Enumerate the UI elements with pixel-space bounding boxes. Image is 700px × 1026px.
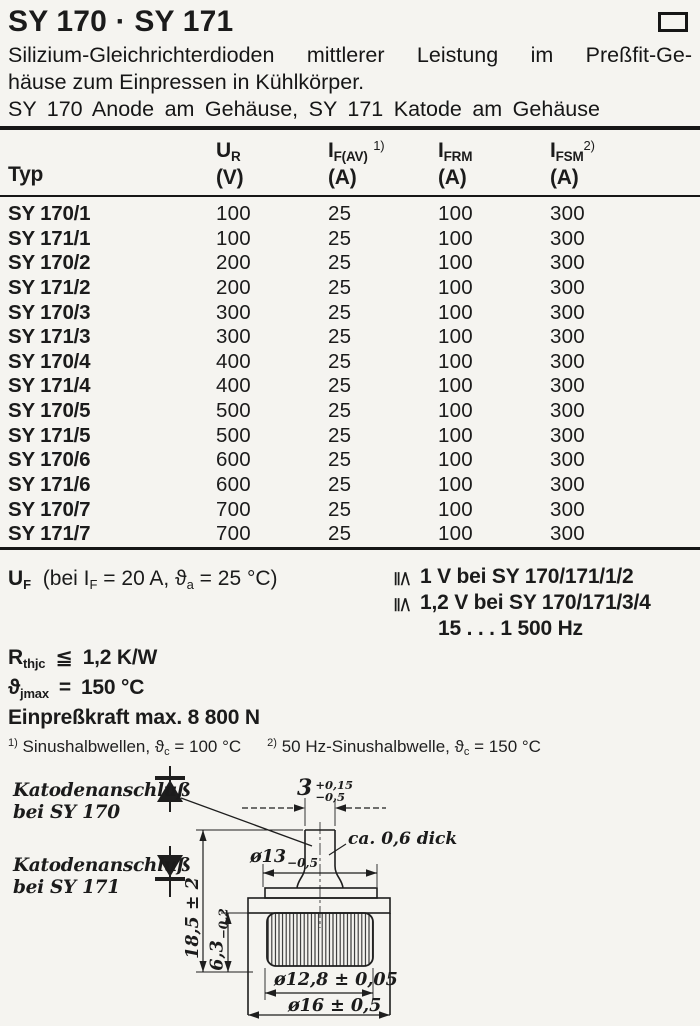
cell-ifsm: 300 [550,300,585,324]
cell-ifrm: 100 [438,399,473,423]
cell-ifsm: 300 [550,275,585,299]
cell-ifsm: 300 [550,349,585,373]
leader-thickness [329,844,346,855]
dim-label-d16: ø16 ± 0,5 [288,996,382,1016]
rth-line: $R_{thjc}$ ≦ 1,2 K/W [8,646,158,671]
cell-typ: SY 170/4 [8,349,91,373]
cell-ifav: 25 [328,251,352,275]
table-row [0,448,700,473]
cell-ur: 100 [216,202,251,225]
cell-ifav: 25 [328,423,352,447]
cell-ifsm: 300 [550,251,585,275]
dim-label-tab-width: 3 +0,15 −0,5 [297,775,353,804]
cell-ifrm: 100 [438,202,473,225]
press-force-line: Einpreßkraft max. 8 800 N [8,706,260,729]
cell-ur: 700 [216,497,251,521]
table-row [0,498,700,523]
cell-ifav: 25 [328,374,352,398]
cell-ifrm: 100 [438,325,473,349]
divider-table-bottom [0,547,700,550]
intro-line-3: SY 170 Anode am Gehäuse, SY 171 Katode am Gehäuse [8,97,600,121]
cell-ifrm: 100 [438,473,473,497]
table-row [0,424,700,449]
cell-ur: 100 [216,226,251,250]
table-row [0,276,700,301]
table-row [0,374,700,399]
cell-ifsm: 300 [550,226,585,250]
cell-ifsm: 300 [550,423,585,447]
cell-ifav: 25 [328,448,352,472]
cell-ifrm: 100 [438,522,473,546]
uf-lte-sign-2: ≦ [391,595,415,614]
cell-typ: SY 171/4 [8,374,91,398]
cell-ifav: 25 [328,473,352,497]
divider-table-top [0,126,700,130]
ratings-table-body [0,202,700,547]
cell-ur: 200 [216,251,251,275]
cell-typ: SY 170/7 [8,497,91,521]
table-row [0,350,700,375]
cell-ifav: 25 [328,226,352,250]
cell-ifav: 25 [328,349,352,373]
cell-ifrm: 100 [438,251,473,275]
cell-ifav: 25 [328,300,352,324]
cell-ifrm: 100 [438,423,473,447]
cell-typ: SY 170/2 [8,251,91,275]
divider-header [0,195,700,197]
cell-ifsm: 300 [550,522,585,546]
page-corner-icon [658,12,688,32]
label-cathode-sy171: Katodenanschluß bei SY 171 [13,855,191,898]
cell-ur: 300 [216,325,251,349]
dim-label-d128: ø12,8 ± 0,05 [274,970,398,990]
table-row [0,301,700,326]
dim-label-thickness: ca. 0,6 dick [348,829,458,849]
cell-ur: 200 [216,275,251,299]
cell-ifrm: 100 [438,275,473,299]
cell-ifsm: 300 [550,325,585,349]
cell-ur: 400 [216,349,251,373]
cell-ifav: 25 [328,325,352,349]
table-row [0,522,700,547]
cell-ifrm: 100 [438,349,473,373]
table-row [0,325,700,350]
cell-ifrm: 100 [438,374,473,398]
col-header-ifrm: $I_{FRM}$ (A) [438,139,473,189]
cell-ifsm: 300 [550,202,585,225]
uf-lte-sign-1: ≦ [391,569,415,588]
cell-typ: SY 170/6 [8,448,91,472]
tab-terminal [297,822,343,928]
footnotes: $^{1)}$ Sinushalbwellen, $ϑ_c = 100$ °C $^{2)}$ 50 Hz-Sinushalbwelle, $ϑ_c = 150$ °C [8,737,541,758]
cell-ifrm: 100 [438,448,473,472]
cell-ifrm: 100 [438,300,473,324]
page-title: SY 170 · SY 171 [8,5,234,38]
table-row [0,251,700,276]
cell-ifsm: 300 [550,399,585,423]
cell-typ: SY 170/3 [8,300,91,324]
cell-ifsm: 300 [550,448,585,472]
cell-typ: SY 171/6 [8,473,91,497]
cell-ur: 300 [216,300,251,324]
cell-typ: SY 171/5 [8,423,91,447]
uf-frequency-range: 15 . . . 1 500 Hz [438,617,583,640]
label-cathode-sy170: Katodenanschluß bei SY 170 [13,780,191,823]
table-row [0,227,700,252]
uf-limit-2: 1,2 V bei SY 170/171/3/4 [420,591,651,614]
cell-ur: 600 [216,448,251,472]
cell-ifav: 25 [328,497,352,521]
cell-typ: SY 170/5 [8,399,91,423]
cell-ur: 600 [216,473,251,497]
cell-ur: 500 [216,399,251,423]
cell-ifsm: 300 [550,473,585,497]
cell-typ: SY 171/3 [8,325,91,349]
cell-ifsm: 300 [550,374,585,398]
table-row [0,473,700,498]
cell-ifav: 25 [328,275,352,299]
cell-ur: 500 [216,423,251,447]
col-header-ur: $U_R$ (V) [216,139,244,189]
uf-condition: $U_F$ (bei $I_F = 20$ A, $ϑ_a = 25$ °C) [8,567,278,592]
intro-text [8,42,692,123]
intro-line-2: häuse zum Einpressen in Kühlkörper. [8,70,365,94]
intro-line-1: Silizium-Gleichrichterdioden mittlerer Leistung im Preßfit-Ge- [8,43,692,67]
dim-label-d13: $ø13_{-0,5}$ [250,847,318,870]
cell-typ: SY 171/2 [8,275,91,299]
cell-ifav: 25 [328,202,352,225]
cell-ifav: 25 [328,399,352,423]
dim-label-h185: 18,5 ± 2 [183,877,203,959]
tjmax-line: $ϑ_{jmax} = 150$ °C [8,676,145,701]
cell-typ: SY 170/1 [8,202,91,225]
cell-ifrm: 100 [438,497,473,521]
uf-limit-1: 1 V bei SY 170/171/1/2 [420,565,634,588]
cell-typ: SY 171/7 [8,522,91,546]
cell-ifav: 25 [328,522,352,546]
cell-ifrm: 100 [438,226,473,250]
col-header-ifsm: $I_{FSM}^{2)}$ (A) [550,138,595,189]
knurl-section [267,913,373,966]
cell-ur: 400 [216,374,251,398]
dim-label-h63: $6,3_{-0,2}$ [207,908,231,971]
col-header-typ: Typ [8,163,44,186]
table-row [0,399,700,424]
cell-ur: 700 [216,522,251,546]
col-header-ifav: $I_{F(AV)}$ $^{1)}$ (A) [328,138,385,189]
cell-typ: SY 171/1 [8,226,91,250]
table-row [0,202,700,227]
cell-ifsm: 300 [550,497,585,521]
